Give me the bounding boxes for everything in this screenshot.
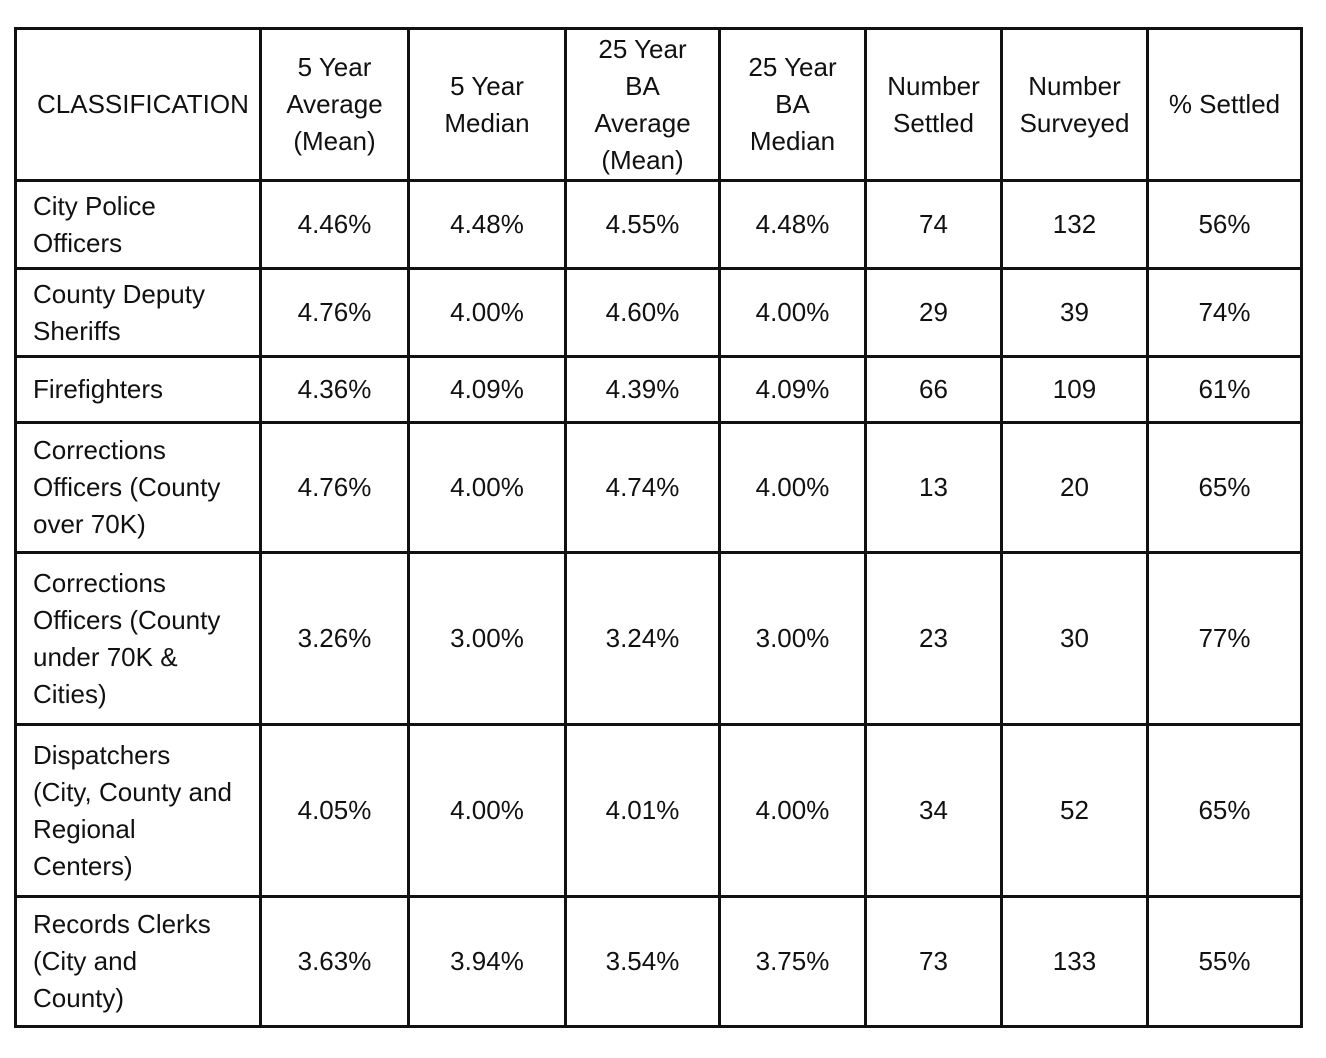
number-surveyed-cell: 133	[1002, 897, 1148, 1027]
number-settled-cell: 34	[866, 725, 1002, 897]
column-header-25yr-ba-average: 25 Year BA Average (Mean)	[566, 29, 720, 181]
percent-settled-cell: 55%	[1148, 897, 1302, 1027]
number-surveyed-cell: 132	[1002, 181, 1148, 269]
number-settled-cell: 74	[866, 181, 1002, 269]
ba-average-cell: 4.01%	[566, 725, 720, 897]
five-year-average-cell: 4.05%	[261, 725, 409, 897]
ba-average-cell: 4.55%	[566, 181, 720, 269]
number-settled-cell: 23	[866, 553, 1002, 725]
column-header-number-settled: Number Settled	[866, 29, 1002, 181]
column-header-25yr-ba-median: 25 Year BA Median	[720, 29, 866, 181]
table-row	[16, 897, 1302, 1027]
number-settled-cell: 13	[866, 423, 1002, 553]
classification-cell: Dispatchers (City, County and Regional Centers)	[16, 725, 261, 897]
column-header-classification: CLASSIFICATION	[16, 29, 261, 181]
ba-median-cell: 4.09%	[720, 357, 866, 423]
five-year-median-cell: 4.48%	[409, 181, 566, 269]
classification-cell: County Deputy Sheriffs	[16, 269, 261, 357]
ba-median-cell: 4.00%	[720, 725, 866, 897]
table-header-row	[16, 29, 1302, 181]
classification-cell: Firefighters	[16, 357, 261, 423]
number-settled-cell: 29	[866, 269, 1002, 357]
percent-settled-cell: 65%	[1148, 725, 1302, 897]
five-year-median-cell: 4.00%	[409, 269, 566, 357]
percent-settled-cell: 61%	[1148, 357, 1302, 423]
five-year-average-cell: 4.46%	[261, 181, 409, 269]
ba-median-cell: 4.48%	[720, 181, 866, 269]
column-header-5yr-average: 5 Year Average (Mean)	[261, 29, 409, 181]
ba-average-cell: 3.24%	[566, 553, 720, 725]
ba-average-cell: 4.39%	[566, 357, 720, 423]
classification-cell: Records Clerks (City and County)	[16, 897, 261, 1027]
ba-median-cell: 4.00%	[720, 423, 866, 553]
number-surveyed-cell: 52	[1002, 725, 1148, 897]
five-year-average-cell: 3.26%	[261, 553, 409, 725]
table-row	[16, 269, 1302, 357]
settlement-table	[14, 27, 1303, 1028]
percent-settled-cell: 77%	[1148, 553, 1302, 725]
table-row	[16, 553, 1302, 725]
table-row	[16, 181, 1302, 269]
column-header-percent-settled: % Settled	[1148, 29, 1302, 181]
number-surveyed-cell: 30	[1002, 553, 1148, 725]
five-year-average-cell: 3.63%	[261, 897, 409, 1027]
percent-settled-cell: 65%	[1148, 423, 1302, 553]
percent-settled-cell: 74%	[1148, 269, 1302, 357]
five-year-median-cell: 3.94%	[409, 897, 566, 1027]
ba-median-cell: 3.00%	[720, 553, 866, 725]
five-year-average-cell: 4.76%	[261, 269, 409, 357]
classification-cell: Corrections Officers (County over 70K)	[16, 423, 261, 553]
table-row	[16, 725, 1302, 897]
ba-average-cell: 4.74%	[566, 423, 720, 553]
five-year-median-cell: 3.00%	[409, 553, 566, 725]
number-surveyed-cell: 39	[1002, 269, 1148, 357]
column-header-number-surveyed: Number Surveyed	[1002, 29, 1148, 181]
column-header-5yr-median: 5 Year Median	[409, 29, 566, 181]
ba-median-cell: 4.00%	[720, 269, 866, 357]
ba-average-cell: 3.54%	[566, 897, 720, 1027]
number-settled-cell: 66	[866, 357, 1002, 423]
number-surveyed-cell: 20	[1002, 423, 1148, 553]
number-settled-cell: 73	[866, 897, 1002, 1027]
five-year-average-cell: 4.36%	[261, 357, 409, 423]
ba-average-cell: 4.60%	[566, 269, 720, 357]
five-year-median-cell: 4.00%	[409, 423, 566, 553]
five-year-median-cell: 4.00%	[409, 725, 566, 897]
number-surveyed-cell: 109	[1002, 357, 1148, 423]
five-year-average-cell: 4.76%	[261, 423, 409, 553]
ba-median-cell: 3.75%	[720, 897, 866, 1027]
table-row	[16, 357, 1302, 423]
percent-settled-cell: 56%	[1148, 181, 1302, 269]
classification-cell: City Police Officers	[16, 181, 261, 269]
five-year-median-cell: 4.09%	[409, 357, 566, 423]
table-row	[16, 423, 1302, 553]
classification-cell: Corrections Officers (County under 70K & Cities)	[16, 553, 261, 725]
